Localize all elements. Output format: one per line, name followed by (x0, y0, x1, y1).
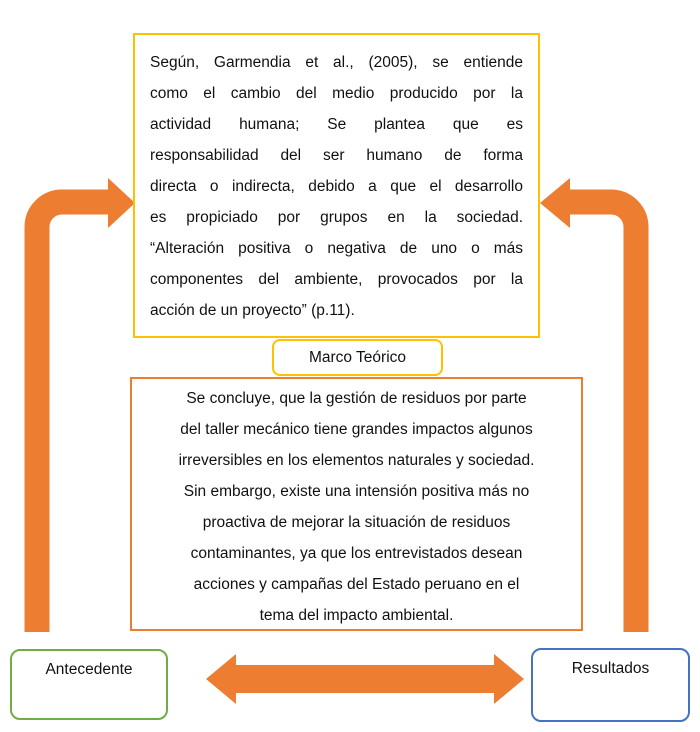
text-line: Según, Garmendia et al., (2005), se entiende (150, 54, 523, 71)
elbow-arrow-left (37, 178, 135, 632)
text-line: actividad humana; Se plantea que es (150, 116, 523, 133)
text-line: “Alteración positiva o negativa de uno o más (150, 240, 523, 257)
text-line: como el cambio del medio producido por la (150, 85, 523, 102)
conclusion-text-box (130, 377, 583, 631)
text-line: irreversibles en los elementos naturales y sociedad. (178, 452, 535, 469)
text-line: proactiva de mejorar la situación de residuos (202, 514, 511, 531)
resultados-node (531, 648, 690, 722)
text-line: acciones y campañas del Estado peruano en el (193, 576, 520, 593)
text-line: Sin embargo, existe una intensión positiva más no (183, 483, 530, 500)
text-line: Se concluye, que la gestión de residuos por parte (186, 390, 527, 407)
text-line: componentes del ambiente, provocados por la (150, 271, 523, 288)
marco-teorico-label: Marco Teórico (308, 348, 407, 366)
text-line: del taller mecánico tiene grandes impactos algunos (180, 421, 533, 438)
text-line: tema del impacto ambiental. (259, 607, 454, 624)
text-line: es propiciado por grupos en la sociedad. (150, 209, 523, 226)
antecedente-node (10, 649, 168, 720)
double-arrow-horizontal (206, 654, 524, 704)
text-line: contaminantes, ya que los entrevistados desean (190, 545, 523, 562)
text-line: responsabilidad del ser humano de forma (150, 147, 523, 164)
text-line: directa o indirecta, debido a que el desarrollo (150, 178, 523, 195)
resultados-label: Resultados (571, 660, 650, 677)
antecedente-label: Antecedente (45, 661, 133, 678)
theory-text-box (133, 33, 540, 338)
marco-teorico-label-box (272, 339, 443, 376)
text-line: acción de un proyecto” (p.11). (150, 302, 355, 319)
